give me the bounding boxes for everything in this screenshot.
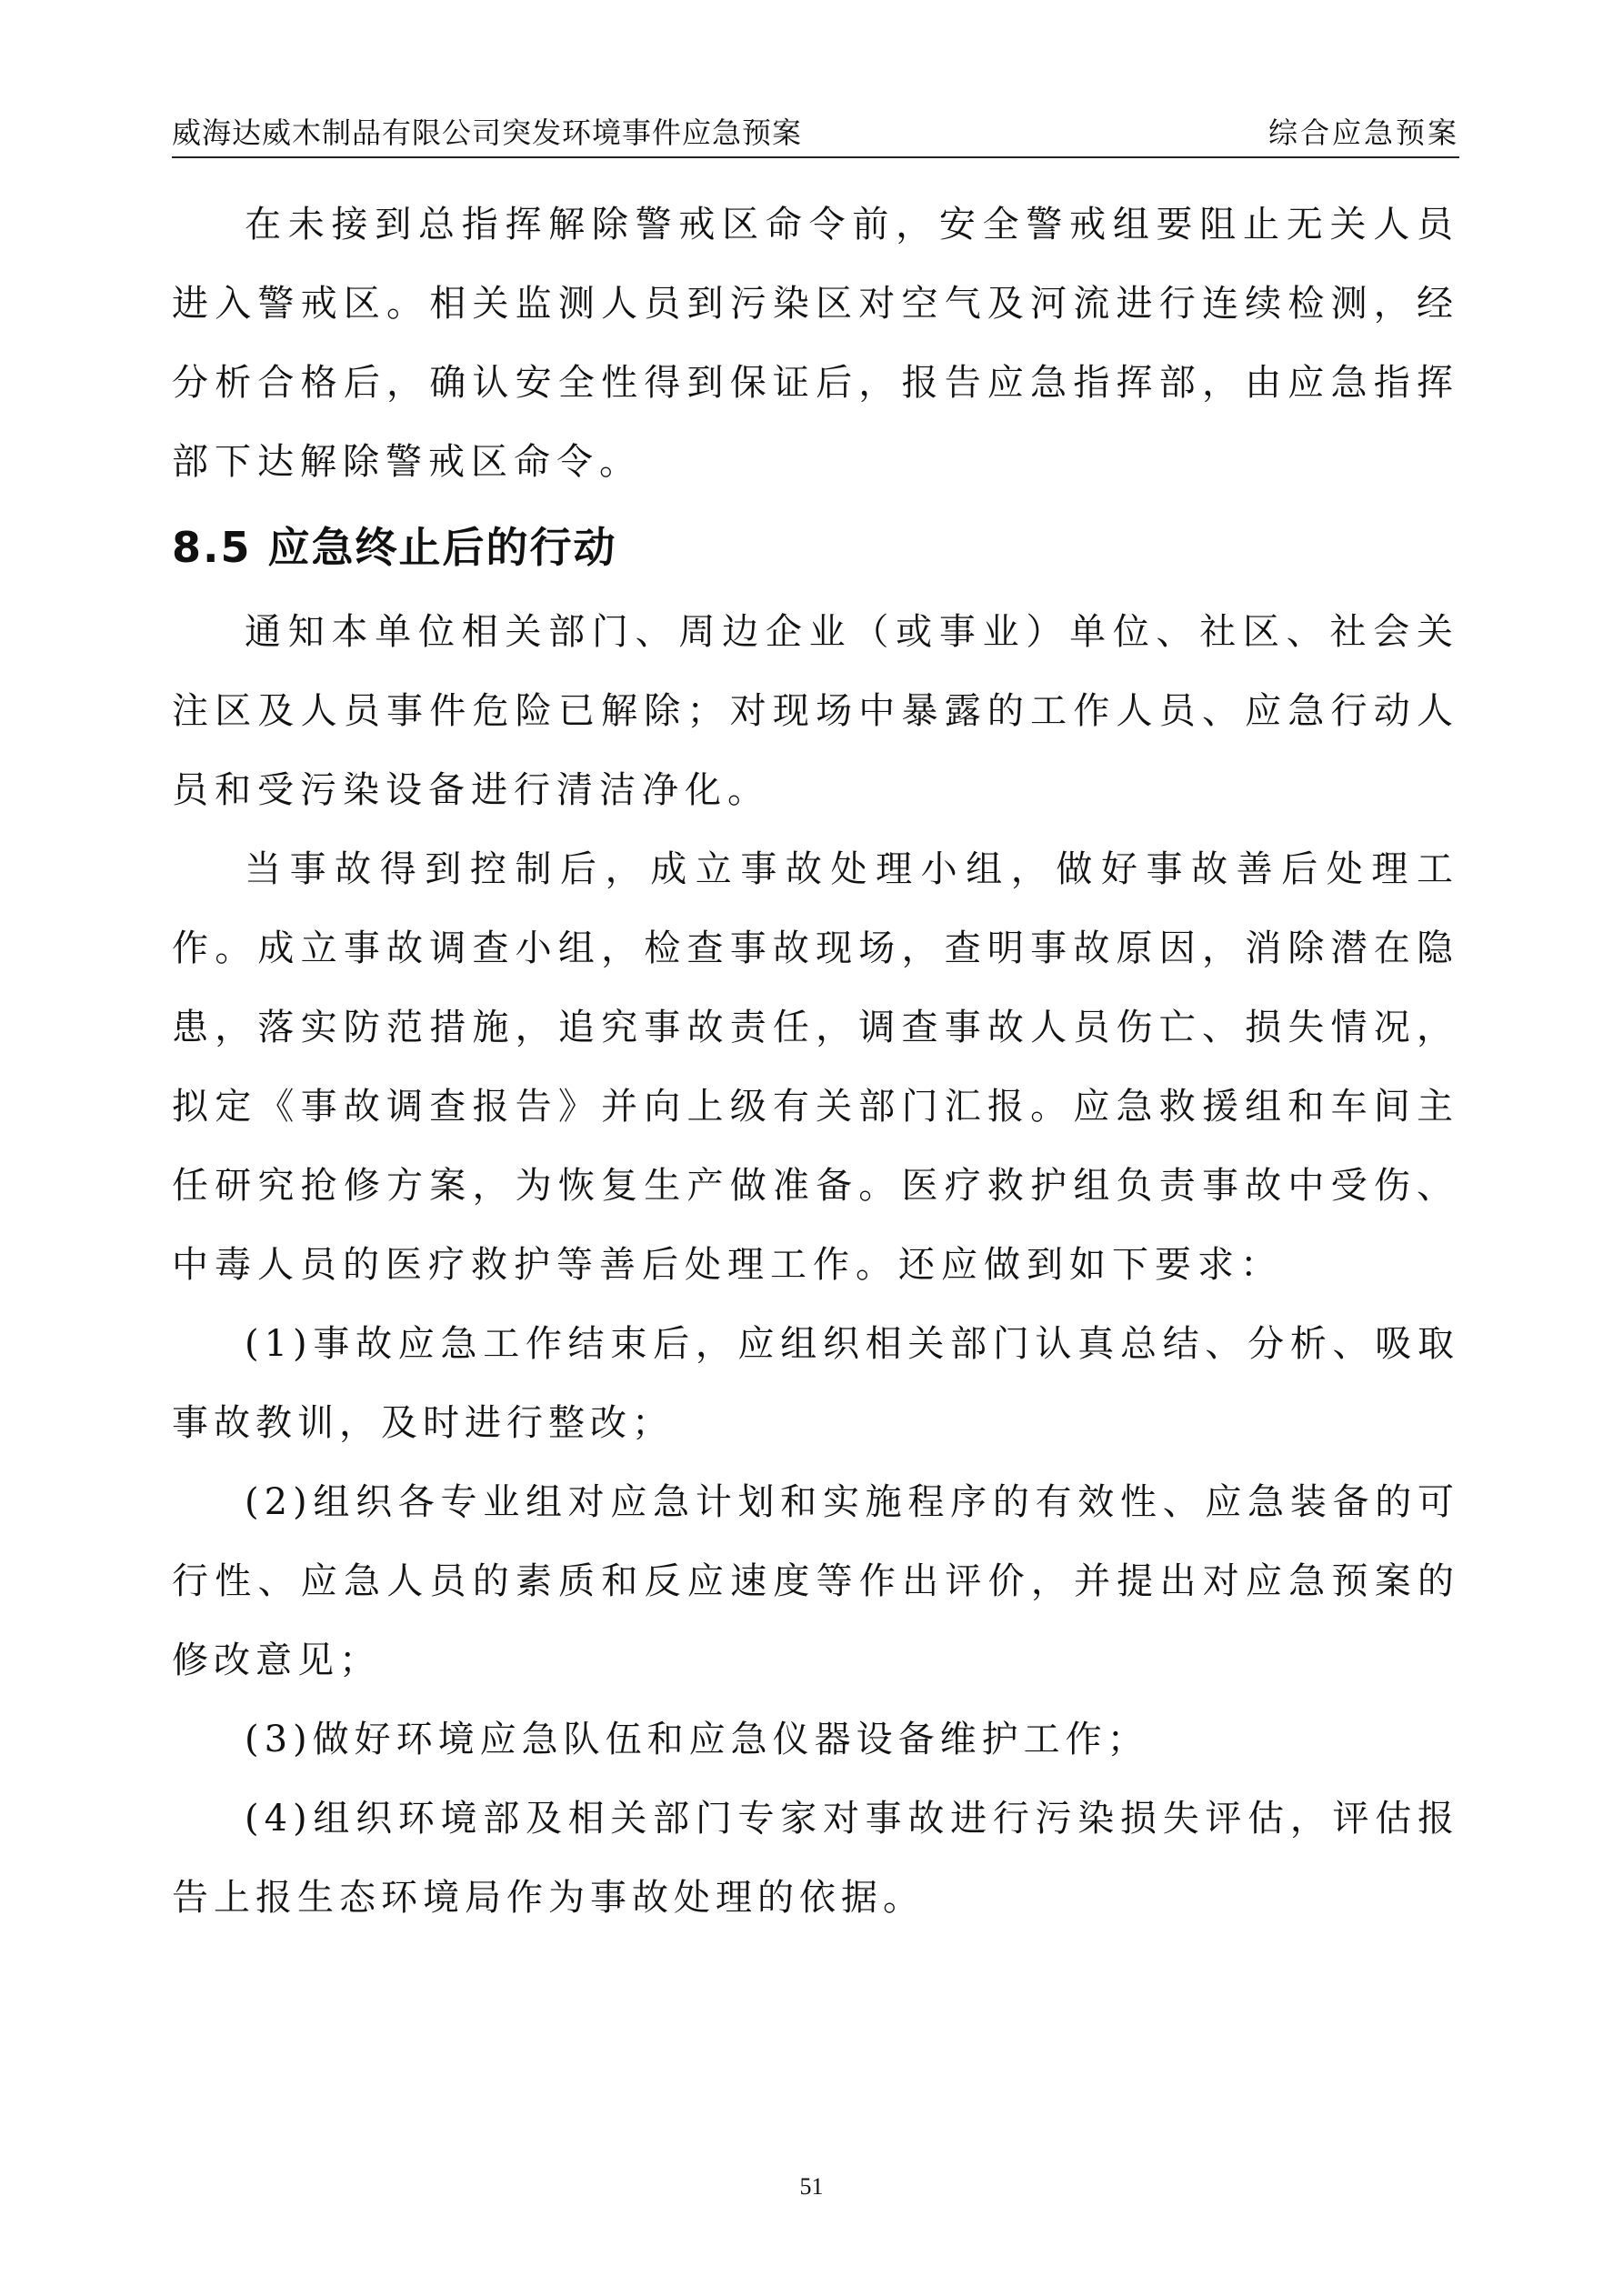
- investigation-paragraph: 当事故得到控制后，成立事故处理小组，做好事故善后处理工作。成立事故调查小组，检查事故现场，查明事故原因，消除潜在隐患，落实防范措施，追究事故责任，调查事故人员伤亡、损失情况，拟定《事故调查报告》并向上级有关部门汇报。应急救援组和车间主任研究抢修方案，为恢复生产做准备。医疗救护组负责事故中受伤、中毒人员的医疗救护等善后处理工作。还应做到如下要求：: [172, 848, 1459, 1286]
- page-header: [172, 111, 1459, 158]
- page-number: 51: [799, 2173, 824, 2200]
- intro-paragraph: 在未接到总指挥解除警戒区命令前，安全警戒组要阻止无关人员进入警戒区。相关监测人员到污染区对空气及河流进行连续检测，经分析合格后，确认安全性得到保证后，报告应急指挥部，由应急指挥部下达解除警戒区命令。: [172, 204, 1459, 483]
- requirement-item-3: (3)做好环境应急队伍和应急仪器设备维护工作；: [245, 1719, 1149, 1760]
- requirement-item-2: (2)组织各专业组对应急计划和实施程序的有效性、应急装备的可行性、应急人员的素质和反应速度等作出评价，并提出对应急预案的修改意见；: [172, 1481, 1459, 1681]
- requirement-item-4: (4)组织环境部及相关部门专家对事故进行污染损失评估，评估报告上报生态环境局作为事故处理的依据。: [172, 1798, 1459, 1919]
- notice-paragraph: 通知本单位相关部门、周边企业（或事业）单位、社区、社会关注区及人员事件危险已解除；对现场中暴露的工作人员、应急行动人员和受污染设备进行清洁净化。: [172, 611, 1459, 811]
- page-body: [172, 185, 1459, 1938]
- requirement-item-1: (1)事故应急工作结束后，应组织相关部门认真总结、分析、吸取事故教训，及时进行整改；: [172, 1323, 1459, 1444]
- document-title: 威海达威木制品有限公司突发环境事件应急预案: [172, 115, 803, 150]
- section-heading: 8.5 应急终止后的行动: [172, 523, 617, 572]
- section-category: 综合应急预案: [1267, 115, 1459, 150]
